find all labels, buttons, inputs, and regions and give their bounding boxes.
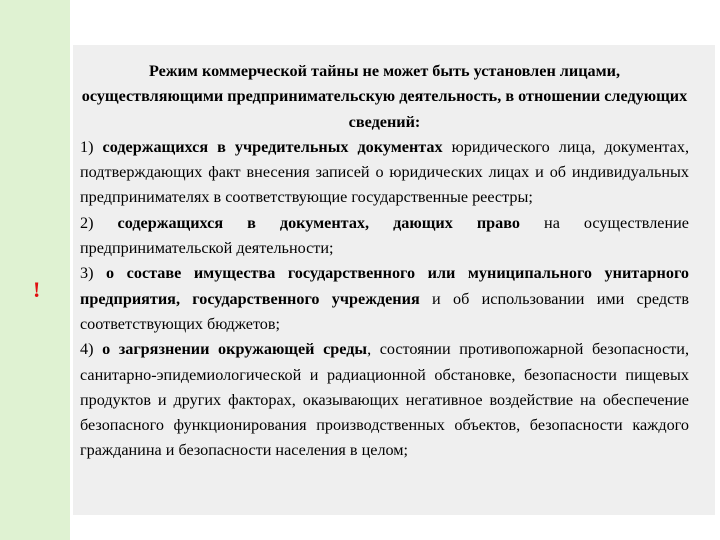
list-item-3 xyxy=(80,261,689,337)
list-item-1 xyxy=(80,135,689,211)
list-item-2 xyxy=(80,211,689,262)
item-emphasis: содержащихся в документах, дающих право xyxy=(117,213,521,232)
sidebar-strip xyxy=(0,0,70,540)
item-number: 3) xyxy=(80,264,107,283)
item-emphasis: о составе имущества государственного или муниципального унитарного предприятия, государственного учреждения xyxy=(80,264,689,308)
item-emphasis: содержащихся в учредительных документах xyxy=(102,137,443,156)
item-text: на осуществление предпринимательской деятельности; xyxy=(80,213,689,258)
item-emphasis: о загрязнении окружающей среды xyxy=(102,340,368,359)
item-text: юридического лица, документах, подтверждающих факт внесения записей о юридических лицах и об индивидуальных предпринимателях в соответствующие государственные реестры; xyxy=(80,137,689,207)
item-text: , состоянии противопожарной безопасности, санитарно-эпидемиологической и радиационной обстановке, безопасности пищевых продуктов и других факторах, оказывающих негативное воздействие на обеспечение безопасного функционирования производственных объектов, безопасности каждого гражданина и безопасности населения в целом; xyxy=(80,340,689,460)
slide-text xyxy=(80,59,689,464)
exclamation-icon: ! xyxy=(33,277,41,302)
item-number: 2) xyxy=(80,213,118,232)
item-number: 1) xyxy=(80,137,103,156)
item-number: 4) xyxy=(80,340,103,359)
item-text: и об использовании ими средств соответствующих бюджетов; xyxy=(80,289,689,333)
list-item-4 xyxy=(80,337,689,463)
slide-heading: Режим коммерческой тайны не может быть установлен лицами, осуществляющими предпринимательскую деятельность, в отношении следующих сведений: xyxy=(81,62,688,131)
